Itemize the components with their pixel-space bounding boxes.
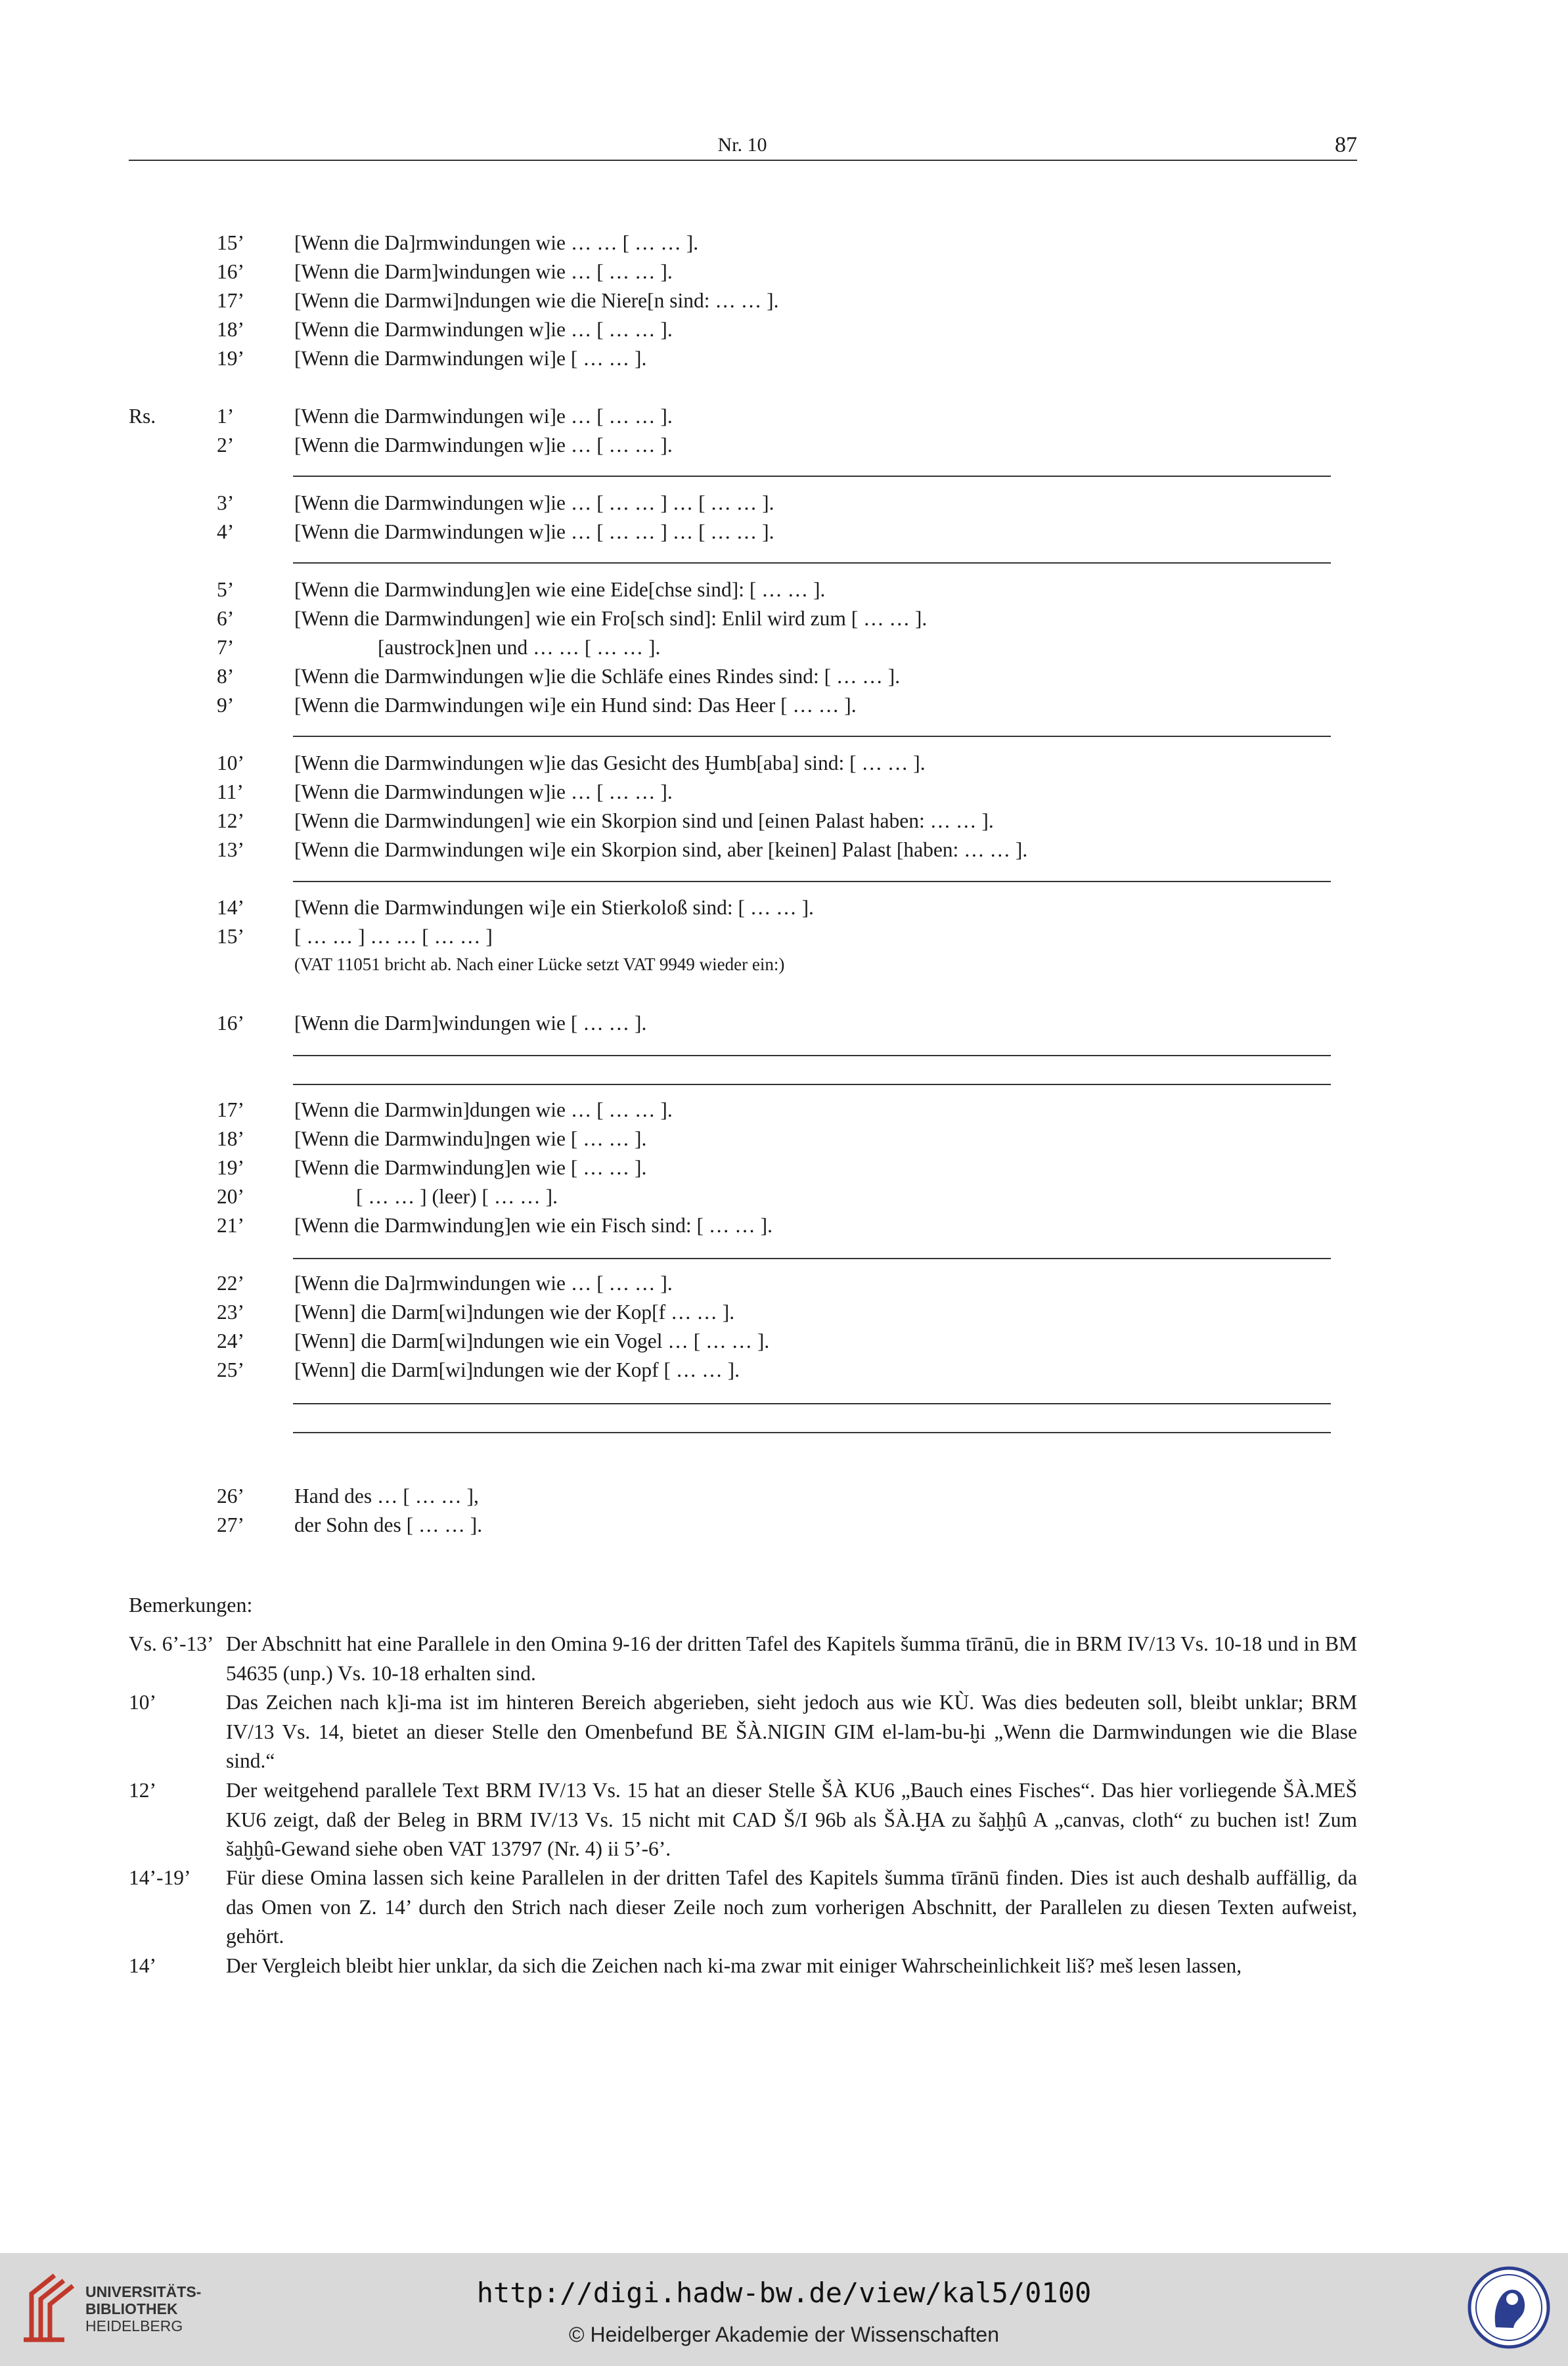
line-text: [Wenn die Darmwindungen wi]e ein Hund sind: Das Heer [ … … ]. xyxy=(294,694,857,717)
line-number: 5’ xyxy=(217,578,235,601)
line-number: 12’ xyxy=(217,809,244,832)
line-text: [Wenn die Da]rmwindungen wie … … [ … … ]. xyxy=(294,231,699,254)
line-number: 24’ xyxy=(217,1329,244,1352)
library-line: UNIVERSITÄTS- xyxy=(85,2283,202,2300)
section-separator xyxy=(293,1403,1331,1404)
line-text: [Wenn die Darmwindungen wi]e ein Skorpion sind, aber [keinen] Palast [haben: … … ]. xyxy=(294,838,1028,861)
remark-ref: 10’ xyxy=(129,1691,156,1714)
line-number: 11’ xyxy=(217,780,244,803)
line-text: [Wenn die Darmwindungen] wie ein Fro[sch sind]: Enlil wird zum [ … … ]. xyxy=(294,607,928,630)
line-text: [Wenn die Darmwindungen w]ie die Schläfe eines Rindes sind: [ … … ]. xyxy=(294,665,901,688)
remark-ref: 14’ xyxy=(129,1954,156,1977)
line-number: 1’ xyxy=(217,405,235,428)
library-line: BIBLIOTHEK xyxy=(85,2300,178,2317)
remark-item xyxy=(129,1688,1357,1776)
line-number: 19’ xyxy=(217,347,244,370)
line-text: [Wenn die Darm]windungen wie … [ … … ]. xyxy=(294,260,673,283)
section-separator xyxy=(293,562,1331,564)
copyright-notice: © Heidelberger Akademie der Wissenschaften xyxy=(568,2323,999,2346)
line-text: [Wenn die Darmwindungen w]ie … [ … … ]. xyxy=(294,780,673,803)
line-text: [Wenn die Darmwindungen wi]e … [ … … ]. xyxy=(294,405,673,428)
section-separator xyxy=(293,1258,1331,1259)
tablet-side-label: Rs. xyxy=(129,405,156,428)
line-number: 14’ xyxy=(217,896,244,919)
line-number: 15’ xyxy=(217,925,244,948)
section-separator xyxy=(293,736,1331,737)
line-number: 9’ xyxy=(217,694,235,717)
line-number: 7’ xyxy=(217,636,235,659)
line-number: 27’ xyxy=(217,1513,244,1536)
line-number: 17’ xyxy=(217,1098,244,1121)
line-number: 17’ xyxy=(217,289,244,312)
remark-ref: 12’ xyxy=(129,1779,156,1802)
line-text: [Wenn die Darmwindungen w]ie … [ … … ] … [ … … ]. xyxy=(294,491,774,514)
remark-item xyxy=(129,1630,1357,1688)
library-line: HEIDELBERG xyxy=(85,2317,183,2334)
line-text: Hand des … [ … … ], xyxy=(294,1484,479,1507)
line-text: [Wenn die Darmwindungen w]ie das Gesicht des Ḫumb[aba] sind: [ … … ]. xyxy=(294,751,926,774)
line-text: [Wenn] die Darm[wi]ndungen wie ein Vogel … [ … … ]. xyxy=(294,1329,770,1352)
line-text: [Wenn die Darmwindung]en wie [ … … ]. xyxy=(294,1156,647,1179)
line-number: 18’ xyxy=(217,318,244,341)
remark-text: Der weitgehend parallele Text BRM IV/13 Vs. 15 hat an dieser Stelle ŠÀ KU6 „Bauch eines Fisches“. Das hier vorliegende ŠÀ.MEŠ KU6 zeigt, daß der Beleg in BRM IV/13 Vs. 15 nicht mit CAD Š/I 96b als ŠÀ.ḪA zu šaḫḫû A „canvas, cloth“ zu buchen ist! Zum šaḫḫû-Gewand siehe oben VAT 13797 (Nr. 4) ii 5’-6’. xyxy=(226,1779,1357,1860)
remark-ref: 14’-19’ xyxy=(129,1866,191,1889)
page-number: 87 xyxy=(1335,133,1357,157)
line-text: [Wenn] die Darm[wi]ndungen wie der Kop[f … … ]. xyxy=(294,1301,735,1324)
line-text: [Wenn die Darmwindungen w]ie … [ … … ]. xyxy=(294,318,673,341)
remark-text: Der Abschnitt hat eine Parallele in den Omina 9-16 der dritten Tafel des Kapitels šumma tīrānū, die in BRM IV/13 Vs. 10-18 und in BM 54635 (unp.) Vs. 10-18 erhalten sind. xyxy=(226,1632,1357,1685)
line-number: 23’ xyxy=(217,1301,244,1324)
remarks-heading: Bemerkungen: xyxy=(129,1593,253,1617)
line-number: 13’ xyxy=(217,838,244,861)
line-text: [Wenn die Da]rmwindungen wie … [ … … ]. xyxy=(294,1272,673,1295)
line-text: der Sohn des [ … … ]. xyxy=(294,1513,483,1536)
line-number: 6’ xyxy=(217,607,235,630)
line-number: 18’ xyxy=(217,1127,244,1150)
section-separator xyxy=(293,1055,1331,1056)
line-number: 25’ xyxy=(217,1358,244,1381)
line-text: [Wenn die Darmwi]ndungen wie die Niere[n sind: … … ]. xyxy=(294,289,779,312)
line-text: [ … … ] … … [ … … ] xyxy=(294,925,493,948)
remark-item xyxy=(129,1952,1357,1981)
line-number: 22’ xyxy=(217,1272,244,1295)
line-text: [Wenn die Darmwindung]en wie eine Eide[chse sind]: [ … … ]. xyxy=(294,578,826,601)
line-text: [Wenn die Darmwindungen wi]e [ … … ]. xyxy=(294,347,647,370)
section-separator xyxy=(293,881,1331,882)
line-text: [Wenn die Darmwindungen] wie ein Skorpion sind und [einen Palast haben: … … ]. xyxy=(294,809,994,832)
line-number: 4’ xyxy=(217,520,235,543)
footer-bar xyxy=(0,2253,1568,2366)
line-text: [Wenn die Darmwindungen wi]e ein Stierkoloß sind: [ … … ]. xyxy=(294,896,814,919)
remark-item xyxy=(129,1864,1357,1952)
running-header-title: Nr. 10 xyxy=(717,134,767,156)
section-separator xyxy=(293,1432,1331,1433)
line-text: [Wenn die Darmwindungen w]ie … [ … … ] … [ … … ]. xyxy=(294,520,774,543)
line-text: [Wenn] die Darm[wi]ndungen wie der Kopf [ … … ]. xyxy=(294,1358,740,1381)
remark-text: Das Zeichen nach k]i-ma ist im hinteren Bereich abgerieben, sieht jedoch aus wie KÙ. Was dies bedeuten soll, bleibt unklar; BRM IV/13 Vs. 14, bietet an dieser Stelle den Omenbefund BE ŠÀ.NIGIN GIM el-lam-bu-ḫi „Wenn die Darmwindungen wie die Blase sind.“ xyxy=(226,1691,1357,1772)
line-number: 8’ xyxy=(217,665,235,688)
line-text: [ … … ] (leer) [ … … ]. xyxy=(356,1185,558,1208)
remark-ref: Vs. 6’-13’ xyxy=(129,1632,214,1655)
remark-text: Der Vergleich bleibt hier unklar, da sich die Zeichen nach ki-ma zwar mit einiger Wahrscheinlichkeit liš? meš lesen lassen, xyxy=(226,1954,1242,1977)
line-text: [Wenn die Darmwindung]en wie ein Fisch sind: [ … … ]. xyxy=(294,1214,773,1237)
line-number: 21’ xyxy=(217,1214,244,1237)
section-separator xyxy=(293,476,1331,477)
line-number: 19’ xyxy=(217,1156,244,1179)
academy-seal-icon[interactable] xyxy=(1466,2265,1552,2350)
line-text: [Wenn die Darm]windungen wie [ … … ]. xyxy=(294,1012,647,1035)
line-text: [Wenn die Darmwindu]ngen wie [ … … ]. xyxy=(294,1127,647,1150)
line-number: 26’ xyxy=(217,1484,244,1507)
line-text: [austrock]nen und … … [ … … ]. xyxy=(378,636,661,659)
line-text: [Wenn die Darmwindungen w]ie … [ … … ]. xyxy=(294,434,673,457)
line-number: 15’ xyxy=(217,231,244,254)
permalink-url[interactable]: http://digi.hadw-bw.de/view/kal5/0100 xyxy=(476,2277,1092,2309)
header-rule xyxy=(129,160,1357,161)
remark-item xyxy=(129,1776,1357,1864)
line-number: 2’ xyxy=(217,434,235,457)
line-number: 3’ xyxy=(217,491,235,514)
line-number: 20’ xyxy=(217,1185,244,1208)
line-number: 10’ xyxy=(217,751,244,774)
line-text: [Wenn die Darmwin]dungen wie … [ … … ]. xyxy=(294,1098,673,1121)
line-text: (VAT 11051 bricht ab. Nach einer Lücke setzt VAT 9949 wieder ein:) xyxy=(294,954,785,974)
line-number: 16’ xyxy=(217,1012,244,1035)
line-number: 16’ xyxy=(217,260,244,283)
section-separator xyxy=(293,1084,1331,1085)
remark-text: Für diese Omina lassen sich keine Parallelen in der dritten Tafel des Kapitels šumma tīrānū finden. Dies ist auch deshalb auffällig, da das Omen von Z. 14’ durch den Strich nach dieser Zeile noch zum vorherigen Abschnitt, der Parallelen zu diesen Texten aufweist, gehört. xyxy=(226,1866,1357,1948)
